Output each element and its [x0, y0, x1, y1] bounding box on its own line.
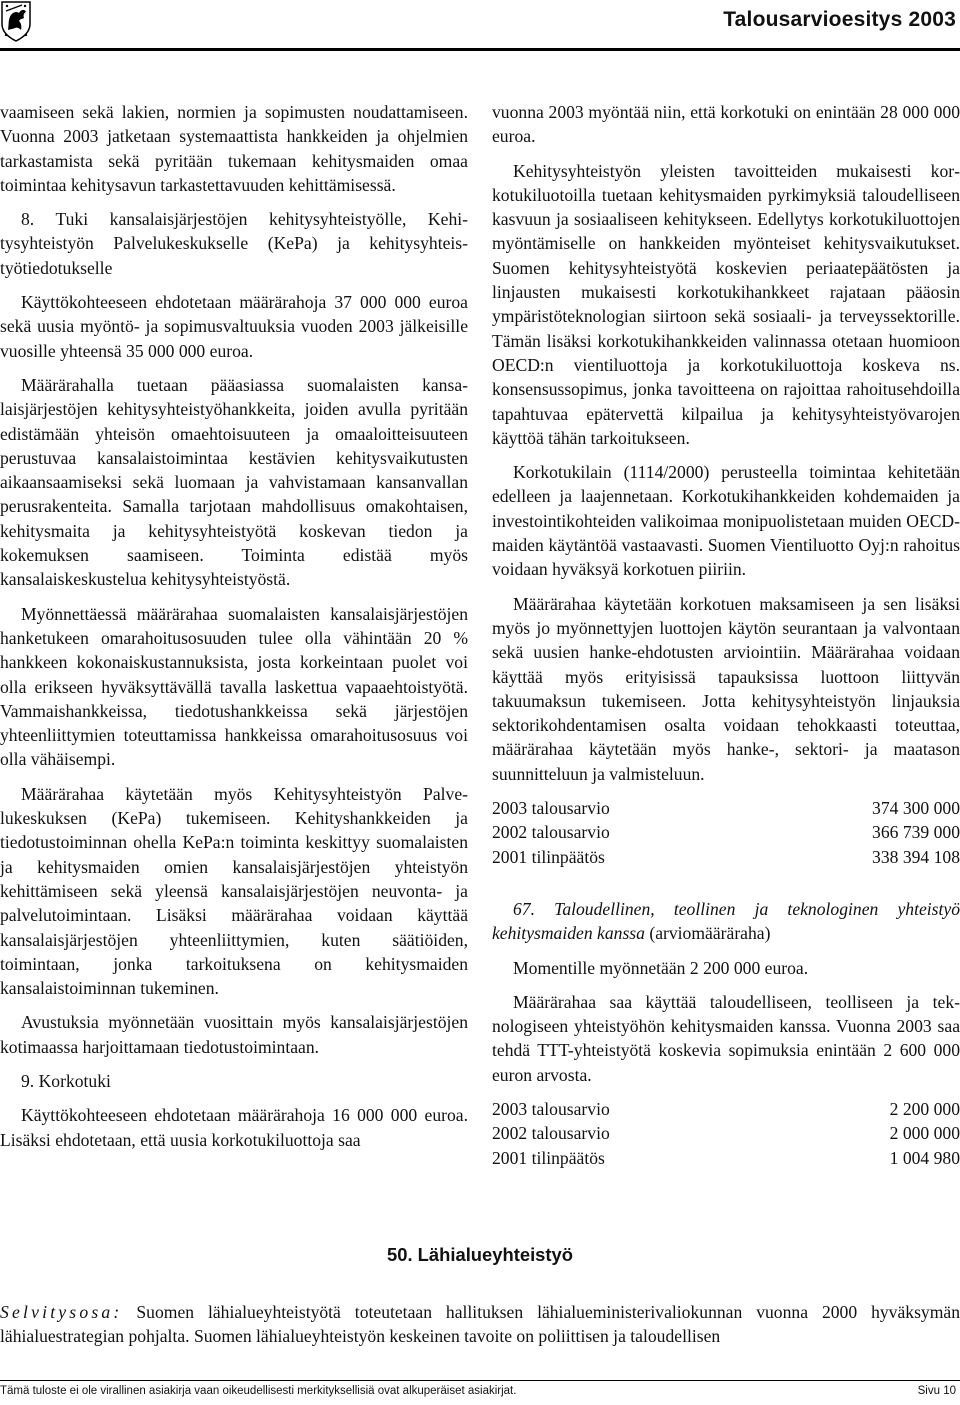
left-column [0, 100, 468, 1162]
table-row [492, 1097, 960, 1121]
amount-label: 2003 talousarvio [492, 798, 610, 819]
amount-value: 374 300 000 [872, 798, 960, 819]
selvitysosa-text: Suomen lähialueyhteistyötä toteutetaan hallituksen lähialueministerivaliokunnan vuonna 2000 hyväksymän lähialuestrategian pohjalta. Suomen lähialueyhteistyön keskeinen tavoite on poliittisen ja taloudellisen [0, 1302, 960, 1347]
table-row [492, 1121, 960, 1145]
finnish-lion-crest-icon [0, 0, 32, 42]
selvitysosa-paragraph [0, 1300, 960, 1349]
footer-divider [0, 1380, 960, 1381]
paragraph: Käyttökohteeseen ehdotetaan määrärahoja 16 000 000 euroa. Lisäksi ehdotetaan, että uusia korkotukiluottoja saa [0, 1105, 468, 1150]
header-divider [0, 48, 960, 51]
amount-value: 1 004 980 [889, 1147, 960, 1168]
paragraph: Määrärahaa käytetään korkotuen maksamiseen ja sen lisäksi myös jo myönnettyjen luottojen käytön seurantaan ja valvontaan sekä uusien hanke-ehdotusten arviointiin. Määrärahaa voidaan käyttää myös erityisissä tapauksissa luottoon liittyvän takuumaksun tukemiseen. Jotta kehitysyhteistyön linjauksia sektorikohdentamisen osalta voidaan tehokkaasti toteuttaa, määrärahaa käytetään myös hanke-, sektori- ja maatason suunnitteluun ja valmisteluun. [492, 593, 960, 784]
section-heading-lahialueyhteistyo: 50. Lähialueyhteistyö [386, 1244, 574, 1265]
item-67-note: (arviomääräraha) [649, 923, 771, 944]
paragraph: Määrärahaa saa käyttää taloudelliseen, teolliseen ja teknologiseen yhteistyöhön kehitysmaiden kanssa. Vuonna 2003 saa tehdä TTT-yhteistyötä koskevia sopimuksia enintään 2 600 000 euron arvosta. [492, 991, 960, 1085]
paragraph: Kehitysyhteistyön yleisten tavoitteiden mukaisesti korkotukiluotoilla tuetaan kehitysmaiden pyrkimyksiä taloudelliseen kasvuun ja sosiaaliseen kehitykseen. Edellytys korkotukiluottojen myöntämiselle on hankkeiden myönteiset kehitysvaikutukset. Suomen kehitysyhteistyötä koskevien periaatepäätösten ja linjausten mukaisesti korkotukihankkeet rajataan pääosin ympäristöteknologian siirtoon sekä sosiaali- ja terveyssektorille. Tämän lisäksi korkotukihankkeiden valinnassa otetaan huomioon OECD:n vientiluottoja ja korkotukiluottoja koskeva ns. konsensussopimus, jonka tavoitteena on rajoittaa rahoitusehdoilla tapahtuvaa epätervettä kilpailua ja kehitysyhteistyövarojen käyttöä tähän tarkoitukseen. [492, 160, 960, 448]
amount-value: 2 000 000 [889, 1123, 960, 1144]
paragraph: vuonna 2003 myöntää niin, että korkotuki on enintään 28 000 000 euroa. [492, 102, 960, 147]
paragraph: Myönnettäessä määrärahaa suomalaisten kansalaisjärjestöjen hanketukeen omarahoitusosuuden tulee olla vähintään 20 % hankkeen kokonaiskustannuksista, josta korkeintaan puolet voi olla erikseen hyväksyttävällä tavalla laskettua vapaaehtoistyötä. Vammaishankkeissa, tiedotushankkeissa sekä järjestöjen yhteenliittymien toteuttamissa hankkeissa omarahoitusosuus voi olla vähäisempi. [0, 603, 468, 770]
paragraph: Käyttökohteeseen ehdotetaan määrärahoja 37 000 000 euroa sekä uusia myöntö- ja sopimusvaltuuksia vuoden 2003 jälkeisille vuosille yhteensä 35 000 000 euroa. [0, 292, 468, 361]
paragraph: Määrärahalla tuetaan pääasiassa suomalaisten kansalaisjärjestöjen kehitysyhteistyöhankkeita, joiden avulla pyritään edistämään yhteisön omaehtoisuuteen ja omaaloitteisuuteen perustuvaa kansalaistoimintaa kestävien kehitysvaikutusten aikaansaamiseksi sekä luomaan ja vahvistamaan kansanvallan perusrakenteita. Samalla tarjotaan mahdollisuus omakohtaisen, kehitysmaita ja kehitysyhteistyötä koskevan tiedon ja kokemuksen saamiseen. Toiminta edistää myös kansalaiskeskustelua kehitysyhteistyöstä. [0, 374, 468, 590]
paragraph: vaamiseen sekä lakien, normien ja sopimusten noudattamiseen. Vuonna 2003 jatketaan systemaattista hankkeiden ja ohjelmien tarkastamista sekä pyritään tukemaan kehitysmaiden omaa toimintaa kehitysavun tarkastettavuuden kehittämisessä. [0, 102, 468, 195]
item-67-title-text: 67. Taloudellinen, teollinen ja teknologinen yhteistyö kehitysmaiden kanssa [492, 898, 960, 944]
footer-disclaimer: Tämä tuloste ei ole virallinen asiakirja vaan oikeudellisesti merkityksellisiä ovat alkuperäiset asiakirjat. [0, 1385, 517, 1397]
budget-amounts-table-ttt [492, 1097, 960, 1170]
amount-value: 2 200 000 [889, 1098, 960, 1119]
page-number: Sivu 10 [917, 1385, 956, 1397]
paragraph: Määrärahaa käytetään myös Kehitysyhteistyön Palvelukeskuksen (KePa) tukemiseen. Kehityshankkeiden ja tiedotustoiminnan ohella KePa:n toiminta keskittyy suomalaisten ja kehitysmaiden omien kansalaisjärjestöjen yhteistyön kehittämiseen sekä yleensä kansalaisjärjestöjen neuvonta- ja palvelutoimintaan. Lisäksi määrärahaa voidaan käyttää kansalaisjärjestöjen yhteenliittymien, kuten säätiöiden, toimintaan, jonka tarkoituksena on kehitysmaiden kansalaistoiminnan tukeminen. [0, 783, 468, 999]
paragraph: Momentille myönnetään 2 200 000 euroa. [513, 957, 809, 978]
table-row [492, 845, 960, 869]
budget-amounts-table-korkotuki [492, 796, 960, 869]
amount-label: 2001 tilinpäätös [492, 1147, 605, 1168]
amount-label: 2002 talousarvio [492, 1123, 610, 1144]
amount-value: 366 739 000 [872, 822, 960, 843]
selvitysosa-label: Selvitysosa: [0, 1302, 123, 1322]
amount-label: 2001 tilinpäätös [492, 846, 605, 867]
document-header-title: Talousarvioesitys 2003 [723, 8, 956, 31]
paragraph: Avustuksia myönnetään vuosittain myös kansalaisjärjestöjen kotimaassa harjoittamaan tiedotustoimintaan. [0, 1012, 468, 1057]
subsection-title-korkotuki: 9. Korkotuki [21, 1070, 111, 1091]
amount-value: 338 394 108 [872, 846, 960, 867]
subsection-title-kansalaisjarjestot: 8. Tuki kansalaisjärjestöjen kehitysyhteistyölle, Kehitysyhteistyön Palvelukeskukselle (KePa) ja kehitysyhteistyötiedotukselle [0, 209, 468, 278]
paragraph: Korkotukilain (1114/2000) perusteella toimintaa kehitetään edelleen ja laajennetaan. Korkotukihankkeiden kohdemaiden ja investointikohteiden valikoimaa monipuolistetaan muiden OECD-maiden käytäntöä vastaavasti. Suomen Vientiluotto Oyj:n rahoitus voidaan hyväksyä korkotuen piiriin. [492, 462, 960, 580]
table-row [492, 796, 960, 820]
table-row [492, 820, 960, 844]
right-column [492, 100, 960, 1180]
table-row [492, 1146, 960, 1170]
amount-label: 2003 talousarvio [492, 1098, 610, 1119]
item-67-title [492, 897, 960, 946]
amount-label: 2002 talousarvio [492, 822, 610, 843]
